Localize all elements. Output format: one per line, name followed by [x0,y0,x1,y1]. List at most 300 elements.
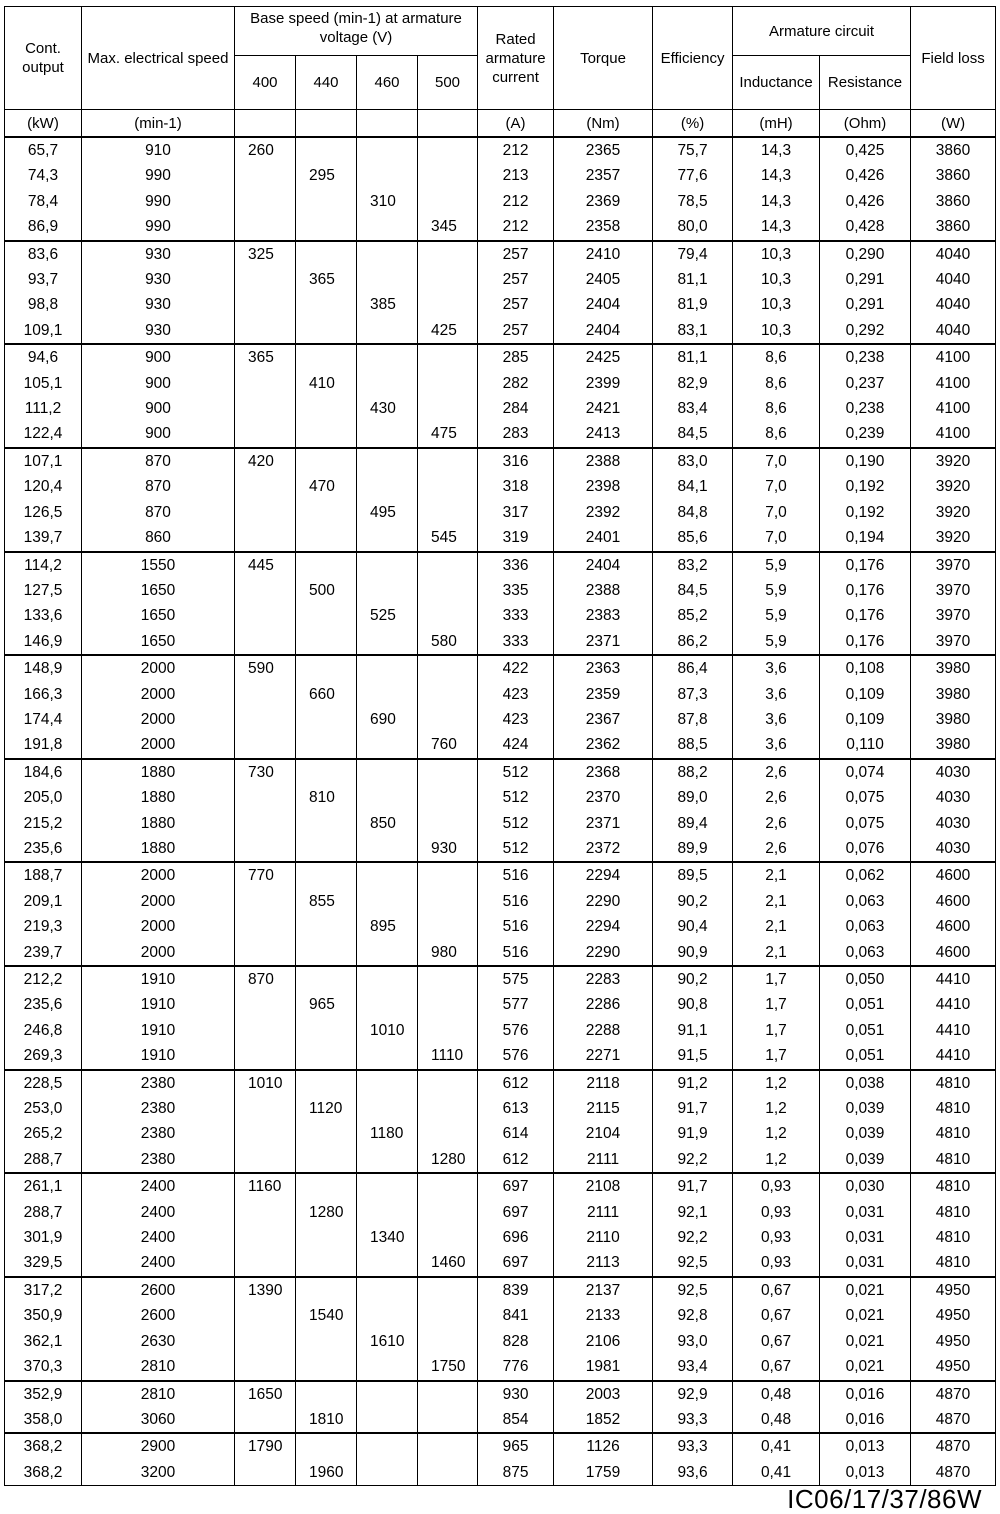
cell-max-speed: 900 [82,396,235,421]
cell-rated-current: 841 [478,1303,554,1328]
cell-base-speed-460: 850 [357,811,418,836]
cell-inductance: 10,3 [733,318,820,344]
cell-empty [296,525,357,551]
cell-efficiency: 81,1 [653,344,733,370]
cell-cont-output: 105,1 [5,371,82,396]
table-row [5,318,996,344]
cell-efficiency: 86,4 [653,655,733,681]
cell-max-speed: 910 [82,137,235,163]
cell-empty [235,318,296,344]
cell-cont-output: 370,3 [5,1354,82,1380]
cell-torque: 2357 [554,163,653,188]
cell-max-speed: 900 [82,344,235,370]
cell-rated-current: 335 [478,578,554,603]
cell-empty [296,1433,357,1459]
cell-empty [235,1329,296,1354]
cell-efficiency: 92,2 [653,1147,733,1173]
cell-resistance: 0,192 [820,474,911,499]
cell-empty [296,707,357,732]
cell-resistance: 0,063 [820,889,911,914]
cell-efficiency: 81,1 [653,267,733,292]
cell-base-speed-500: 1110 [418,1043,478,1069]
table-row [5,707,996,732]
cell-torque: 2110 [554,1225,653,1250]
cell-rated-current: 614 [478,1121,554,1146]
cell-max-speed: 990 [82,189,235,214]
cell-resistance: 0,062 [820,862,911,888]
cell-empty [357,1277,418,1303]
cell-inductance: 0,67 [733,1277,820,1303]
cell-max-speed: 2400 [82,1250,235,1276]
cell-resistance: 0,238 [820,344,911,370]
cell-inductance: 2,1 [733,862,820,888]
cell-cont-output: 209,1 [5,889,82,914]
cell-rated-current: 576 [478,1043,554,1069]
cell-cont-output: 114,2 [5,552,82,578]
cell-efficiency: 85,6 [653,525,733,551]
cell-max-speed: 2000 [82,682,235,707]
cell-empty [235,1250,296,1276]
cell-torque: 2283 [554,966,653,992]
cell-field-loss: 4870 [911,1407,996,1433]
cell-resistance: 0,108 [820,655,911,681]
cell-max-speed: 870 [82,448,235,474]
cell-field-loss: 4040 [911,318,996,344]
cell-resistance: 0,031 [820,1200,911,1225]
cell-inductance: 7,0 [733,448,820,474]
cell-resistance: 0,063 [820,940,911,966]
cell-rated-current: 333 [478,629,554,655]
cell-empty [235,578,296,603]
cell-rated-current: 612 [478,1147,554,1173]
cell-empty [235,525,296,551]
cell-efficiency: 84,8 [653,500,733,525]
cell-base-speed-460: 495 [357,500,418,525]
cell-inductance: 2,6 [733,785,820,810]
cell-empty [235,500,296,525]
cell-empty [418,1096,478,1121]
cell-torque: 2137 [554,1277,653,1303]
cell-empty [357,137,418,163]
cell-torque: 2410 [554,241,653,267]
cell-cont-output: 205,0 [5,785,82,810]
cell-field-loss: 3860 [911,189,996,214]
cell-empty [296,552,357,578]
cell-inductance: 10,3 [733,241,820,267]
cell-field-loss: 4600 [911,889,996,914]
cell-field-loss: 4030 [911,759,996,785]
cell-empty [235,371,296,396]
cell-empty [418,448,478,474]
cell-max-speed: 2630 [82,1329,235,1354]
cell-empty [418,241,478,267]
cell-field-loss: 4600 [911,940,996,966]
cell-torque: 2115 [554,1096,653,1121]
cell-field-loss: 4810 [911,1173,996,1199]
cell-rated-current: 212 [478,189,554,214]
cell-rated-current: 512 [478,759,554,785]
cell-base-speed-500: 1460 [418,1250,478,1276]
cell-cont-output: 78,4 [5,189,82,214]
cell-inductance: 0,67 [733,1303,820,1328]
cell-field-loss: 4810 [911,1250,996,1276]
cell-field-loss: 3920 [911,525,996,551]
cell-empty [235,682,296,707]
unit-blank [296,110,357,138]
cell-empty [296,1043,357,1069]
cell-empty [296,1018,357,1043]
cell-max-speed: 860 [82,525,235,551]
cell-resistance: 0,428 [820,214,911,240]
cell-torque: 2399 [554,371,653,396]
cell-inductance: 10,3 [733,267,820,292]
cell-empty [296,1225,357,1250]
cell-torque: 2404 [554,318,653,344]
cell-cont-output: 127,5 [5,578,82,603]
cell-resistance: 0,292 [820,318,911,344]
cell-cont-output: 352,9 [5,1381,82,1407]
cell-inductance: 5,9 [733,629,820,655]
table-row [5,500,996,525]
cell-empty [418,889,478,914]
cell-resistance: 0,426 [820,163,911,188]
cell-base-speed-440: 810 [296,785,357,810]
cell-base-speed-500: 345 [418,214,478,240]
cell-empty [418,396,478,421]
cell-inductance: 0,67 [733,1354,820,1380]
cell-cont-output: 83,6 [5,241,82,267]
cell-inductance: 8,6 [733,421,820,447]
cell-field-loss: 4100 [911,344,996,370]
cell-inductance: 1,2 [733,1121,820,1146]
cell-resistance: 0,425 [820,137,911,163]
cell-empty [235,189,296,214]
cell-base-speed-440: 470 [296,474,357,499]
cell-empty [418,992,478,1017]
cell-field-loss: 3860 [911,137,996,163]
cell-inductance: 5,9 [733,578,820,603]
table-row [5,525,996,551]
table-row [5,862,996,888]
cell-cont-output: 174,4 [5,707,82,732]
cell-empty [357,318,418,344]
cell-empty [357,552,418,578]
cell-empty [357,371,418,396]
cell-inductance: 0,48 [733,1407,820,1433]
cell-base-speed-500: 475 [418,421,478,447]
table-row [5,682,996,707]
cell-resistance: 0,290 [820,241,911,267]
cell-resistance: 0,239 [820,421,911,447]
cell-empty [235,940,296,966]
cell-empty [357,759,418,785]
cell-field-loss: 4040 [911,292,996,317]
cell-resistance: 0,176 [820,578,911,603]
cell-field-loss: 3920 [911,500,996,525]
cell-empty [235,1225,296,1250]
cell-rated-current: 577 [478,992,554,1017]
cell-max-speed: 1910 [82,1018,235,1043]
cell-inductance: 0,93 [733,1225,820,1250]
cell-base-speed-460: 1010 [357,1018,418,1043]
cell-base-speed-400: 1650 [235,1381,296,1407]
cell-empty [357,241,418,267]
table-row [5,474,996,499]
cell-rated-current: 875 [478,1460,554,1486]
cell-empty [418,655,478,681]
cell-base-speed-400: 870 [235,966,296,992]
cell-empty [357,578,418,603]
cell-efficiency: 91,9 [653,1121,733,1146]
cell-resistance: 0,291 [820,292,911,317]
cell-torque: 2290 [554,889,653,914]
cell-empty [418,344,478,370]
cell-torque: 2405 [554,267,653,292]
cell-cont-output: 120,4 [5,474,82,499]
cell-cont-output: 93,7 [5,267,82,292]
cell-cont-output: 215,2 [5,811,82,836]
cell-torque: 2401 [554,525,653,551]
cell-efficiency: 88,5 [653,732,733,758]
table-row [5,759,996,785]
cell-efficiency: 87,8 [653,707,733,732]
cell-empty [418,163,478,188]
cell-empty [296,966,357,992]
cell-base-speed-460: 385 [357,292,418,317]
cell-inductance: 0,48 [733,1381,820,1407]
cell-base-speed-500: 545 [418,525,478,551]
cell-inductance: 1,2 [733,1096,820,1121]
cell-cont-output: 301,9 [5,1225,82,1250]
cell-efficiency: 83,0 [653,448,733,474]
cell-max-speed: 900 [82,371,235,396]
cell-cont-output: 288,7 [5,1200,82,1225]
cell-resistance: 0,192 [820,500,911,525]
cell-empty [235,992,296,1017]
header-voltage-500: 500 [418,56,478,110]
table-row [5,992,996,1017]
cell-base-speed-500: 1280 [418,1147,478,1173]
table-row [5,578,996,603]
cell-empty [296,1173,357,1199]
cell-empty [235,163,296,188]
cell-empty [357,1381,418,1407]
cell-rated-current: 828 [478,1329,554,1354]
table-row [5,267,996,292]
cell-rated-current: 257 [478,318,554,344]
table-row [5,1381,996,1407]
cell-efficiency: 83,1 [653,318,733,344]
cell-cont-output: 139,7 [5,525,82,551]
cell-max-speed: 990 [82,163,235,188]
cell-resistance: 0,039 [820,1147,911,1173]
table-row [5,914,996,939]
cell-base-speed-460: 690 [357,707,418,732]
table-row [5,1043,996,1069]
table-row [5,1173,996,1199]
cell-resistance: 0,038 [820,1070,911,1096]
cell-base-speed-440: 1280 [296,1200,357,1225]
cell-max-speed: 990 [82,214,235,240]
cell-field-loss: 3980 [911,682,996,707]
cell-empty [296,655,357,681]
cell-rated-current: 965 [478,1433,554,1459]
cell-empty [296,1354,357,1380]
cell-cont-output: 358,0 [5,1407,82,1433]
cell-empty [235,396,296,421]
cell-rated-current: 285 [478,344,554,370]
cell-base-speed-400: 445 [235,552,296,578]
cell-resistance: 0,051 [820,1043,911,1069]
header-torque: Torque [554,7,653,110]
cell-torque: 2286 [554,992,653,1017]
cell-efficiency: 89,0 [653,785,733,810]
cell-base-speed-440: 365 [296,267,357,292]
cell-rated-current: 282 [478,371,554,396]
cell-max-speed: 2380 [82,1070,235,1096]
header-max-speed: Max. electrical speed [82,7,235,110]
table-row [5,396,996,421]
cell-field-loss: 4950 [911,1354,996,1380]
cell-efficiency: 90,4 [653,914,733,939]
cell-rated-current: 257 [478,241,554,267]
cell-torque: 2392 [554,500,653,525]
cell-max-speed: 2810 [82,1354,235,1380]
table-row [5,785,996,810]
cell-empty [296,1121,357,1146]
motor-data-sheet [4,6,996,1486]
cell-rated-current: 696 [478,1225,554,1250]
cell-empty [235,1303,296,1328]
cell-max-speed: 2000 [82,889,235,914]
cell-torque: 2369 [554,189,653,214]
cell-torque: 2271 [554,1043,653,1069]
cell-empty [357,525,418,551]
cell-empty [296,137,357,163]
table-row [5,189,996,214]
cell-max-speed: 1880 [82,759,235,785]
cell-resistance: 0,013 [820,1433,911,1459]
cell-field-loss: 4950 [911,1277,996,1303]
cell-empty [418,811,478,836]
cell-field-loss: 4810 [911,1121,996,1146]
cell-empty [296,811,357,836]
cell-empty [418,189,478,214]
cell-resistance: 0,031 [820,1225,911,1250]
cell-empty [357,655,418,681]
cell-inductance: 3,6 [733,682,820,707]
cell-inductance: 2,1 [733,914,820,939]
table-row [5,1407,996,1433]
cell-torque: 1852 [554,1407,653,1433]
cell-efficiency: 93,0 [653,1329,733,1354]
cell-field-loss: 4100 [911,396,996,421]
table-row [5,889,996,914]
cell-efficiency: 92,9 [653,1381,733,1407]
cell-empty [235,1200,296,1225]
cell-empty [418,1277,478,1303]
cell-max-speed: 3060 [82,1407,235,1433]
cell-efficiency: 92,1 [653,1200,733,1225]
cell-inductance: 1,2 [733,1070,820,1096]
cell-resistance: 0,051 [820,992,911,1017]
cell-inductance: 14,3 [733,214,820,240]
cell-empty [357,1043,418,1069]
cell-max-speed: 2000 [82,940,235,966]
cell-field-loss: 3980 [911,655,996,681]
cell-cont-output: 65,7 [5,137,82,163]
cell-empty [418,707,478,732]
cell-torque: 2371 [554,811,653,836]
cell-torque: 1981 [554,1354,653,1380]
cell-field-loss: 3920 [911,448,996,474]
header-voltage-400: 400 [235,56,296,110]
cell-empty [357,966,418,992]
header-rated-current: Rated armature current [478,7,554,110]
cell-inductance: 7,0 [733,500,820,525]
cell-empty [235,1407,296,1433]
cell-base-speed-500: 1750 [418,1354,478,1380]
cell-resistance: 0,050 [820,966,911,992]
cell-empty [235,1147,296,1173]
cell-efficiency: 83,4 [653,396,733,421]
cell-cont-output: 350,9 [5,1303,82,1328]
unit-label: (kW) [5,110,82,138]
cell-efficiency: 90,8 [653,992,733,1017]
cell-empty [296,292,357,317]
cell-efficiency: 79,4 [653,241,733,267]
cell-torque: 2359 [554,682,653,707]
cell-resistance: 0,110 [820,732,911,758]
table-row [5,966,996,992]
cell-base-speed-440: 1960 [296,1460,357,1486]
cell-max-speed: 3200 [82,1460,235,1486]
cell-empty [357,474,418,499]
cell-torque: 2368 [554,759,653,785]
cell-torque: 2288 [554,1018,653,1043]
cell-cont-output: 188,7 [5,862,82,888]
cell-base-speed-460: 310 [357,189,418,214]
cell-torque: 2371 [554,629,653,655]
cell-field-loss: 4810 [911,1147,996,1173]
cell-resistance: 0,176 [820,552,911,578]
cell-rated-current: 424 [478,732,554,758]
cell-efficiency: 80,0 [653,214,733,240]
table-row [5,1225,996,1250]
cell-base-speed-500: 425 [418,318,478,344]
cell-torque: 2294 [554,862,653,888]
cell-efficiency: 78,5 [653,189,733,214]
cell-resistance: 0,030 [820,1173,911,1199]
cell-field-loss: 4810 [911,1096,996,1121]
cell-rated-current: 257 [478,292,554,317]
cell-inductance: 0,67 [733,1329,820,1354]
cell-empty [296,629,357,655]
cell-empty [296,500,357,525]
table-row [5,137,996,163]
cell-rated-current: 423 [478,682,554,707]
cell-field-loss: 3860 [911,163,996,188]
cell-empty [418,137,478,163]
cell-cont-output: 219,3 [5,914,82,939]
cell-efficiency: 93,3 [653,1433,733,1459]
cell-field-loss: 3860 [911,214,996,240]
cell-rated-current: 575 [478,966,554,992]
cell-empty [296,914,357,939]
table-row [5,655,996,681]
cell-empty [357,448,418,474]
cell-efficiency: 89,9 [653,836,733,862]
